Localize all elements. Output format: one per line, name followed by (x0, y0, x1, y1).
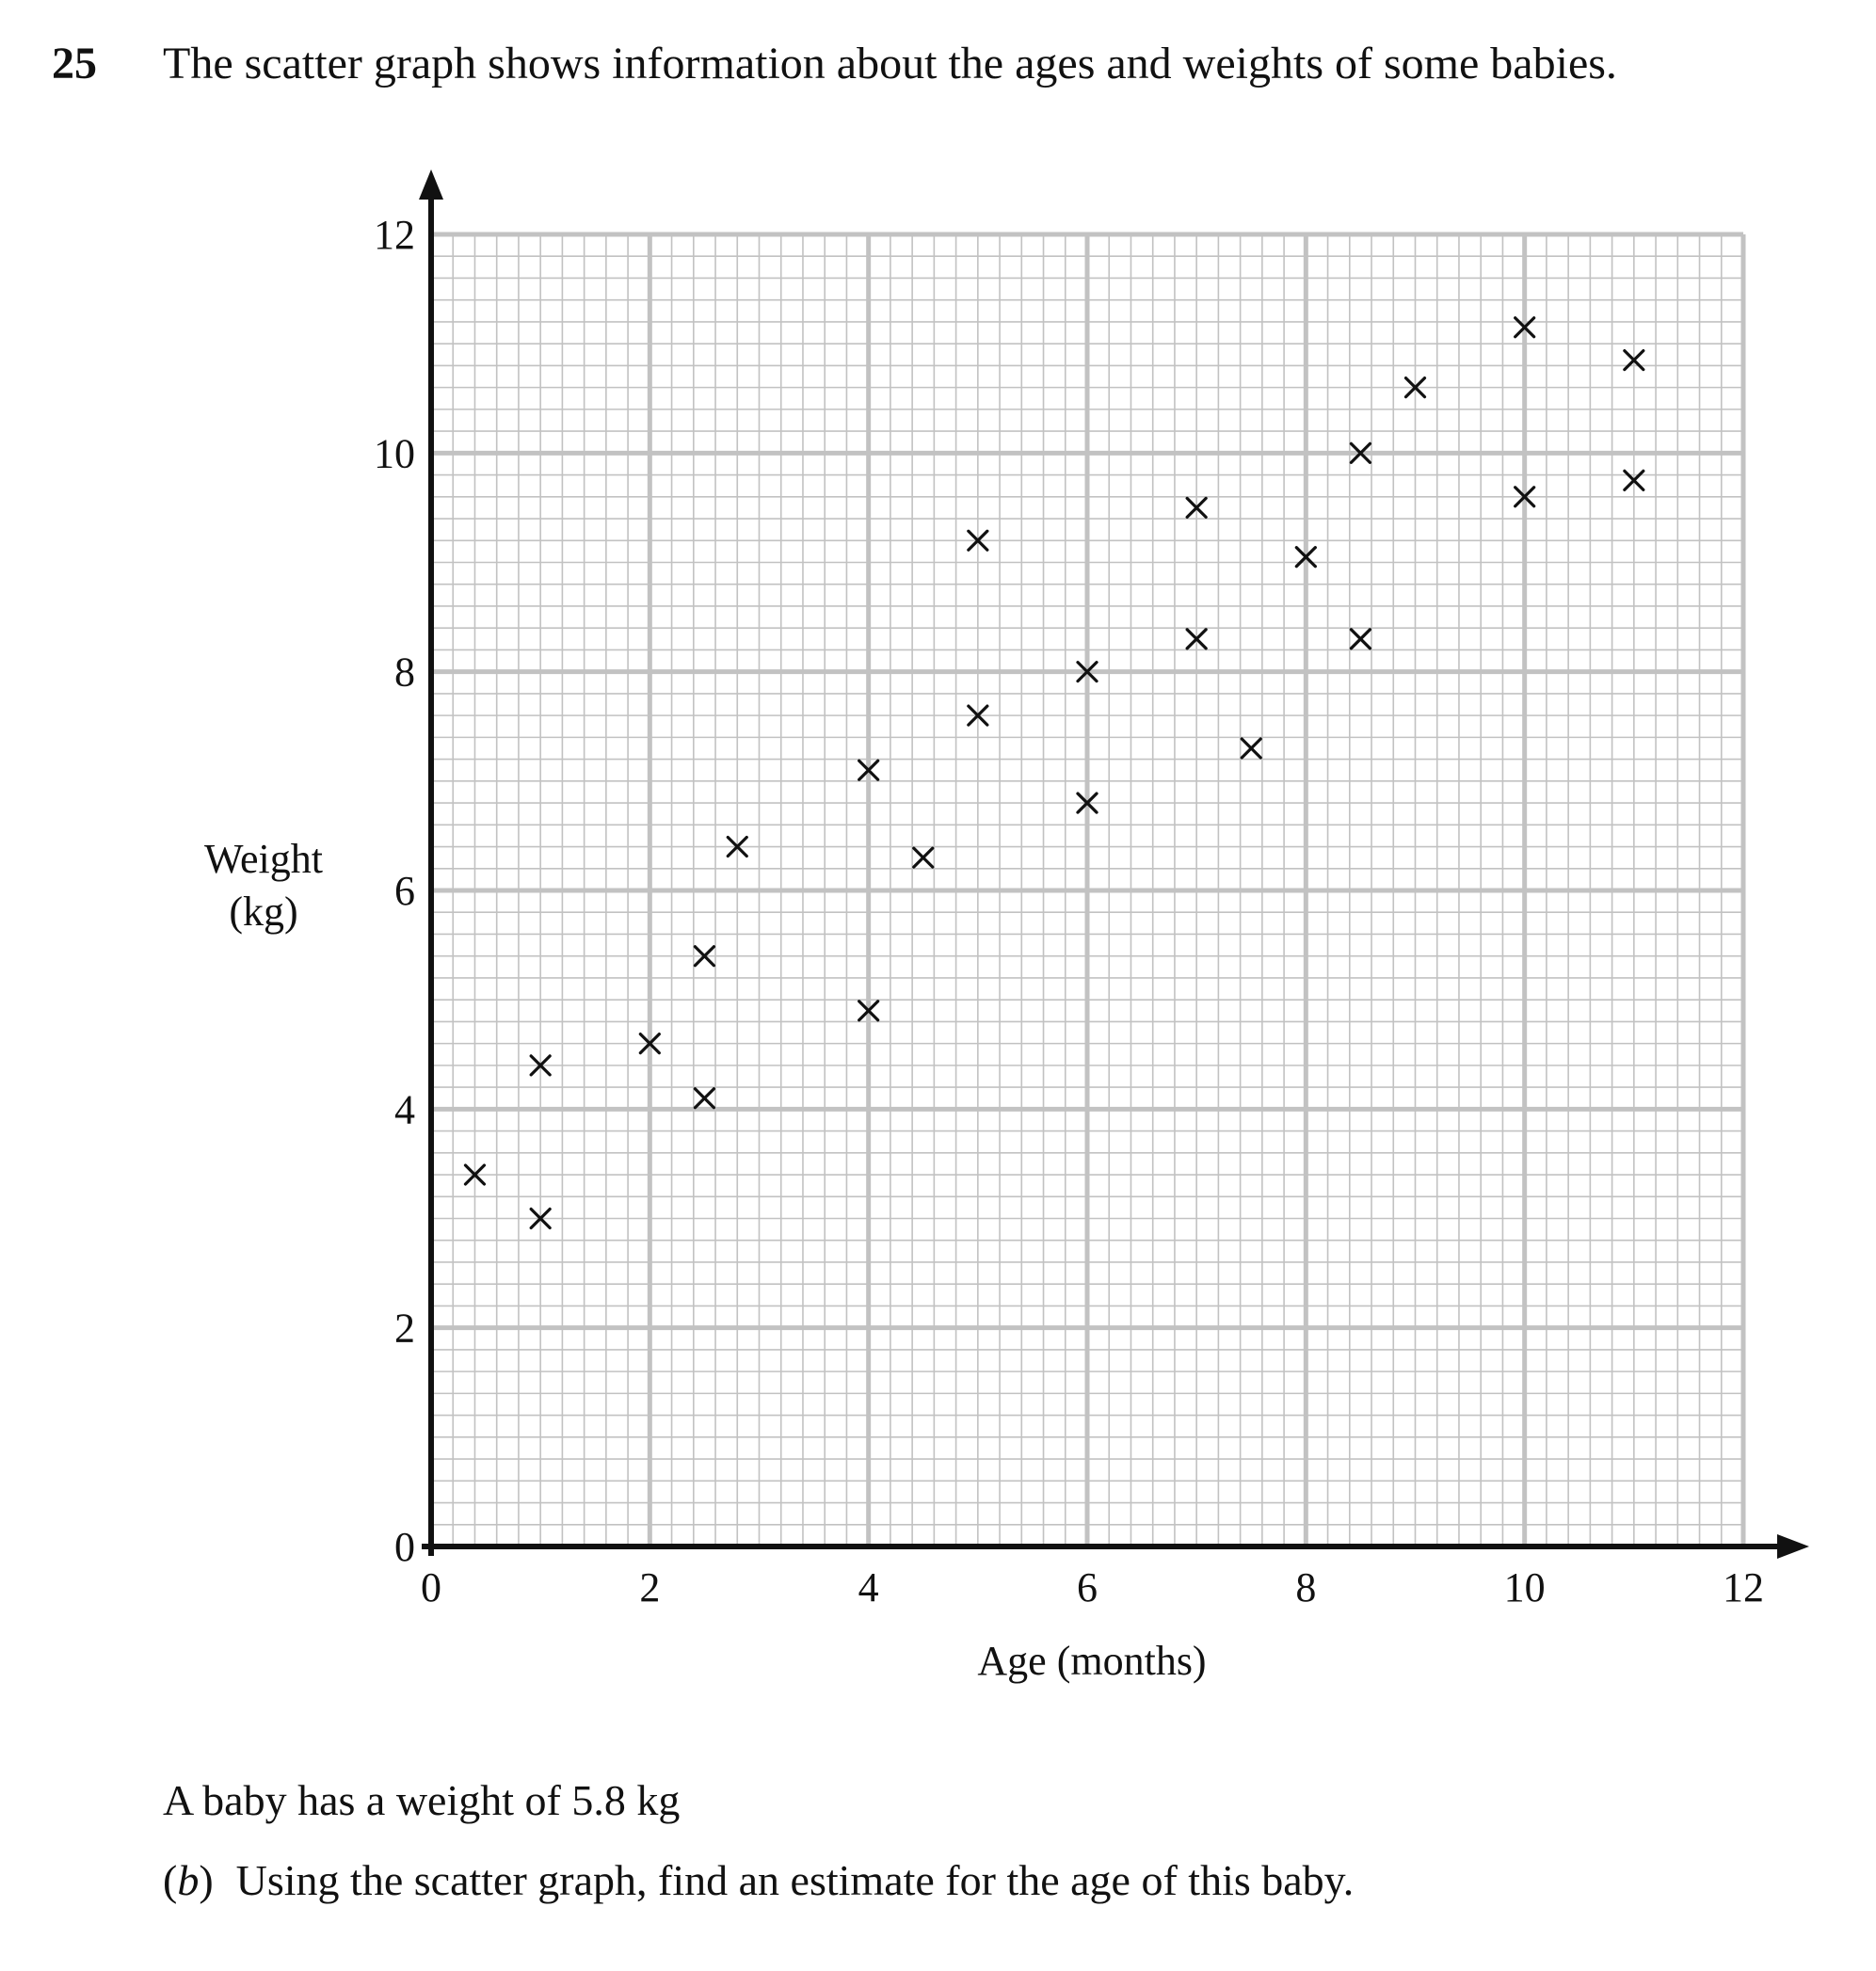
y-axis-label-line1: Weight (204, 836, 323, 882)
y-tick-label: 8 (394, 649, 415, 696)
y-tick-label: 0 (394, 1524, 415, 1570)
part-close-paren: ) (199, 1856, 214, 1904)
y-tick-label: 10 (374, 430, 415, 477)
question-text: The scatter graph shows information about the ages and weights of some babies. (163, 39, 1617, 88)
given-information: A baby has a weight of 5.8 kg (163, 1776, 681, 1824)
y-tick-label: 6 (394, 868, 415, 914)
x-axis-arrow (1777, 1534, 1809, 1559)
y-axis-label-line2: (kg) (229, 889, 298, 935)
x-axis-label: Age (months) (977, 1638, 1207, 1684)
y-tick-label: 12 (374, 212, 415, 258)
x-tick-label: 0 (421, 1564, 441, 1610)
data-point-cross (695, 1089, 714, 1108)
y-tick-label: 2 (394, 1305, 415, 1352)
y-tick-label: 4 (394, 1086, 415, 1133)
question-number: 25 (52, 39, 97, 88)
x-tick-label: 8 (1295, 1564, 1317, 1610)
x-tick-label: 10 (1503, 1564, 1546, 1610)
part-open-paren: ( (163, 1856, 178, 1904)
x-tick-label: 4 (858, 1564, 879, 1610)
data-point-cross (1351, 630, 1370, 649)
data-point-cross (1242, 739, 1260, 758)
part-letter: b (177, 1856, 200, 1904)
x-tick-label: 12 (1723, 1564, 1764, 1610)
y-axis-label (160, 833, 367, 938)
data-point-cross (914, 848, 933, 867)
y-axis-arrow (419, 169, 443, 200)
tick-labels (374, 212, 1764, 1610)
x-tick-label: 6 (1077, 1564, 1098, 1610)
question-part-b (163, 1852, 1354, 1909)
part-b-text: Using the scatter graph, find an estimate for the age of this baby. (235, 1856, 1355, 1904)
x-tick-label: 2 (639, 1564, 661, 1610)
